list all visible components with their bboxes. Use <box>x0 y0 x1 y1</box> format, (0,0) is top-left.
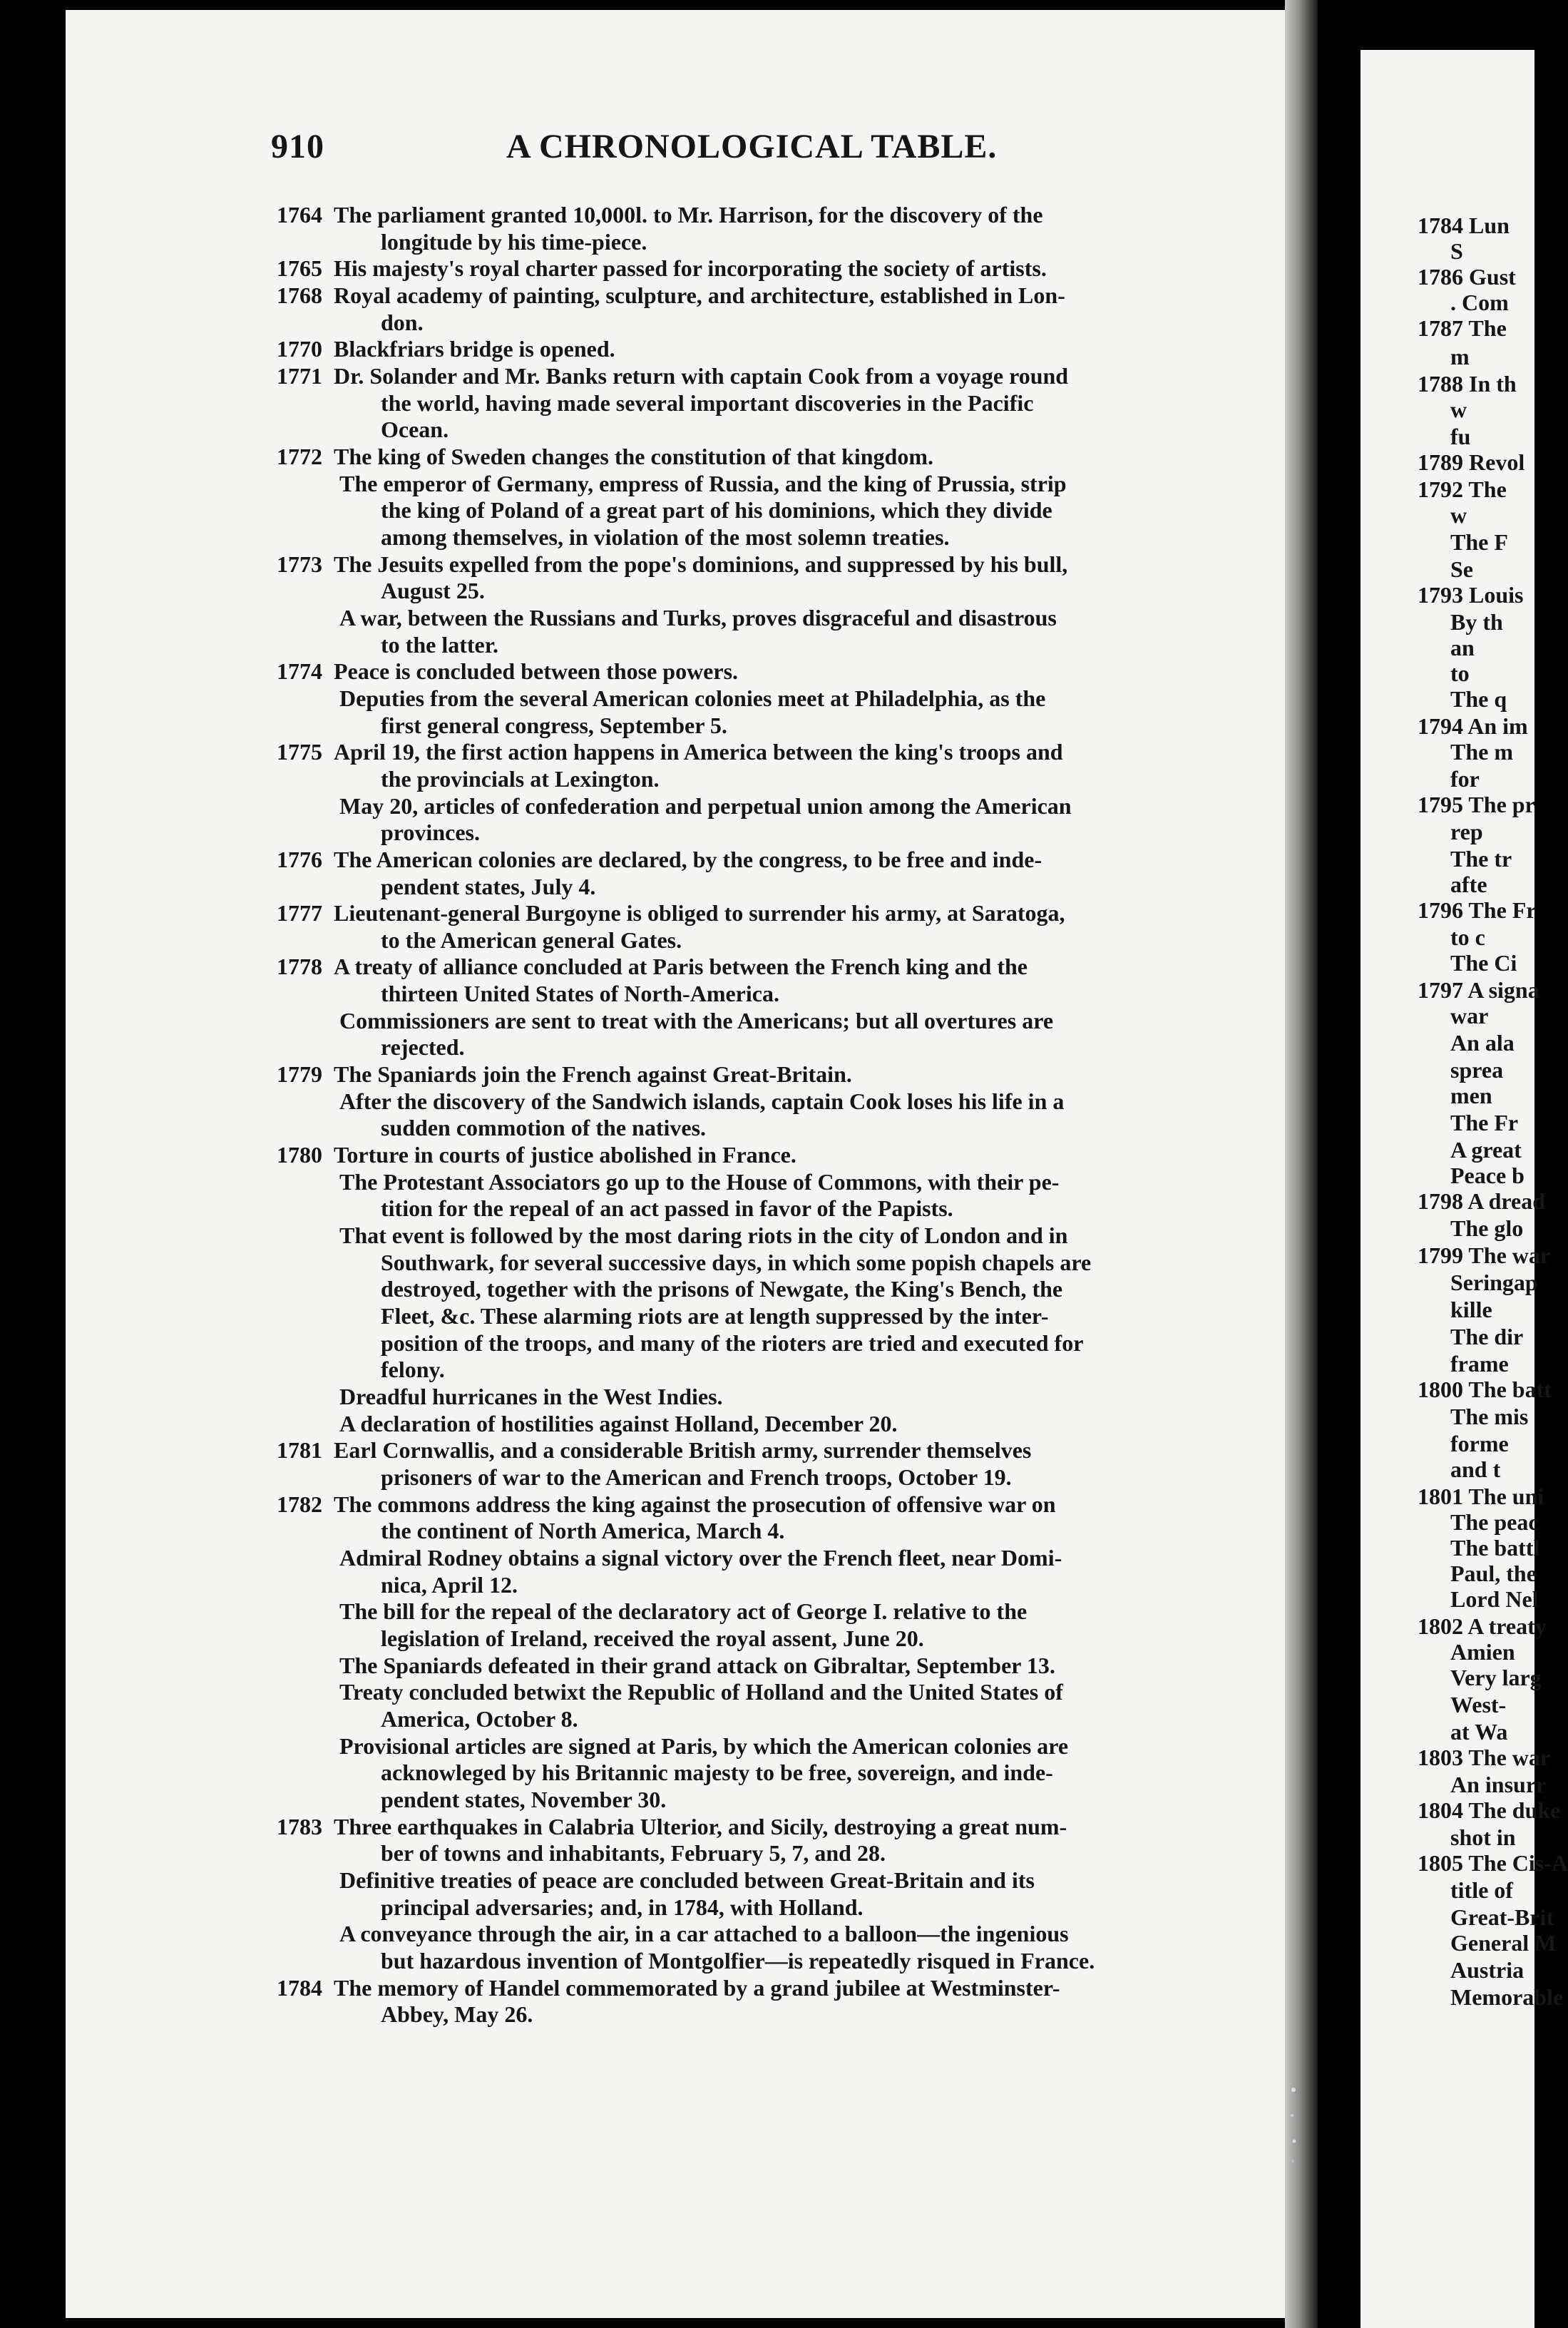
entry-line <box>381 1625 924 1652</box>
fragment-line: title of <box>1450 1877 1513 1903</box>
fragment-line: at Wa <box>1450 1719 1508 1745</box>
fragment-line: Amien <box>1450 1639 1515 1665</box>
fragment-line: 1804 The duke <box>1418 1797 1561 1823</box>
entry-line <box>381 1759 1053 1786</box>
fragment-line: The glo <box>1450 1215 1524 1241</box>
entry-line <box>339 1544 1062 1571</box>
entry-text: Earl Cornwallis, and a considerable British army, surrender themselves <box>334 1437 1032 1463</box>
entry-text: The memory of Handel commemorated by a grand jubilee at Westminster- <box>334 1975 1060 2001</box>
fragment-line: By th <box>1450 609 1503 635</box>
entry-text: The emperor of Germany, empress of Russia, and the king of Prussia, strip <box>339 471 1067 496</box>
entry-text: pendent states, July 4. <box>381 874 596 899</box>
fragment-line: men <box>1450 1083 1492 1108</box>
entry-line-dated <box>277 1491 1056 1518</box>
entry-text: the continent of North America, March 4. <box>381 1518 785 1543</box>
entry-text: The commons address the king against the prosecution of offensive war on <box>334 1491 1056 1517</box>
fragment-line: The mis <box>1450 1404 1529 1429</box>
fragment-line: to c <box>1450 924 1485 950</box>
entry-line-dated <box>277 1974 1060 2001</box>
entry-text: rejected. <box>381 1034 465 1060</box>
fragment-line: Peace b <box>1450 1163 1525 1188</box>
entry-text: After the discovery of the Sandwich islands, captain Cook loses his life in a <box>339 1088 1065 1114</box>
entry-line <box>381 1114 706 1141</box>
entry-text: Fleet, &c. These alarming riots are at length suppressed by the inter- <box>381 1303 1049 1329</box>
entry-line-dated <box>277 362 1068 389</box>
fragment-line: Austria <box>1450 1957 1525 1983</box>
entry-text: Commissioners are sent to treat with the Americans; but all overtures are <box>339 1008 1054 1033</box>
running-title: A CHRONOLOGICAL TABLE. <box>506 128 998 165</box>
entry-text: felony. <box>381 1357 445 1382</box>
entry-text: tition for the repeal of an act passed in favor of the Papists. <box>381 1195 953 1221</box>
entry-text: ber of towns and inhabitants, February 5, 7, and 28. <box>381 1840 886 1866</box>
fragment-line: General M <box>1450 1930 1557 1956</box>
entry-text: Peace is concluded between those powers. <box>334 658 739 684</box>
fragment-line: A great <box>1450 1137 1522 1163</box>
entry-text: destroyed, together with the prisons of Newgate, the King's Bench, the <box>381 1276 1063 1302</box>
entry-text: to the American general Gates. <box>381 927 682 953</box>
entry-line <box>339 1007 1053 1034</box>
fragment-line: 1800 The batt <box>1418 1377 1552 1402</box>
fragment-line: Very larg <box>1450 1665 1542 1690</box>
entry-line <box>381 1275 1062 1302</box>
fragment-line: war <box>1450 1003 1489 1028</box>
fragment-line: to <box>1450 660 1470 686</box>
entry-text: Torture in courts of justice abolished in France. <box>334 1142 796 1168</box>
entry-line <box>381 712 727 739</box>
entry-text: position of the troops, and many of the rioters are tried and executed for <box>381 1330 1084 1356</box>
entry-year: 1776 <box>277 847 322 872</box>
entry-year: 1772 <box>277 444 322 469</box>
entry-text: Abbey, May 26. <box>381 2001 533 2027</box>
fragment-line: 1795 The pr <box>1418 792 1535 817</box>
entry-line-dated <box>277 201 1043 228</box>
entry-text: Provisional articles are signed at Paris, by which the American colonies are <box>339 1733 1069 1759</box>
entry-year: 1781 <box>277 1437 322 1463</box>
entry-line <box>381 1302 1049 1329</box>
entry-line <box>381 1329 1083 1357</box>
fragment-line: 1792 The <box>1418 476 1507 502</box>
entry-line <box>381 524 950 551</box>
fragment-line: shot in <box>1450 1824 1516 1850</box>
entry-line-dated <box>277 899 1065 926</box>
fragment-line: Se <box>1450 556 1473 582</box>
entry-line-dated <box>277 1061 852 1088</box>
entry-line-dated <box>277 335 615 362</box>
entry-year: 1783 <box>277 1814 322 1839</box>
fragment-line: 1803 The war <box>1418 1745 1551 1770</box>
fragment-line: 1798 A dread <box>1418 1188 1545 1214</box>
entry-line-dated <box>277 443 933 470</box>
entry-text: longitude by his time-piece. <box>381 229 647 255</box>
entry-text: nica, April 12. <box>381 1572 518 1598</box>
entry-line <box>381 1786 666 1813</box>
entry-text: August 25. <box>381 578 485 603</box>
entry-year: 1775 <box>277 739 322 765</box>
entry-line-dated <box>277 738 1063 765</box>
entry-line <box>339 1867 1035 1894</box>
entry-line <box>381 1947 1095 1974</box>
entry-text: the world, having made several important discoveries in the Pacific <box>381 390 1034 416</box>
fragment-line: S <box>1450 238 1463 264</box>
entry-text: That event is followed by the most daring riots in the city of London and in <box>339 1222 1068 1248</box>
entry-line <box>339 1920 1069 1947</box>
fragment-line: 1784 Lun <box>1418 213 1510 238</box>
entry-year: 1774 <box>277 658 322 684</box>
entry-text: principal adversaries; and, in 1784, with Holland. <box>381 1894 864 1920</box>
entry-line <box>381 1033 465 1061</box>
fragment-line: w <box>1450 502 1467 528</box>
fragment-line: sprea <box>1450 1057 1504 1083</box>
entry-text: among themselves, in violation of the most solemn treaties. <box>381 524 950 550</box>
entry-line-dated <box>277 282 1065 309</box>
entry-line <box>381 873 595 900</box>
fragment-line: kille <box>1450 1297 1492 1322</box>
entry-text: Dreadful hurricanes in the West Indies. <box>339 1384 723 1409</box>
entry-text: Blackfriars bridge is opened. <box>334 336 615 362</box>
entry-line <box>381 1195 953 1222</box>
entry-text: Southwark, for several successive days, in which some popish chapels are <box>381 1250 1092 1275</box>
entry-line <box>339 1732 1068 1760</box>
entry-year: 1777 <box>277 900 322 926</box>
entry-text: but hazardous invention of Montgolfier—is repeatedly risqued in France. <box>381 1948 1095 1974</box>
entry-text: Treaty concluded betwixt the Republic of Holland and the United States of <box>339 1679 1063 1705</box>
entry-line <box>339 1168 1059 1195</box>
entry-text: The parliament granted 10,000l. to Mr. Harrison, for the discovery of the <box>334 202 1043 228</box>
fragment-line: West- <box>1450 1692 1507 1717</box>
fragment-line: 1788 In th <box>1418 371 1517 397</box>
entry-text: Three earthquakes in Calabria Ulterior, and Sicily, destroying a great num- <box>334 1814 1067 1839</box>
entry-text: The Spaniards join the French against Great-Britain. <box>334 1061 852 1087</box>
entry-text: Royal academy of painting, sculpture, and architecture, established in Lon- <box>334 282 1065 308</box>
entry-line <box>339 604 1057 631</box>
fragment-line: Paul, the <box>1450 1561 1537 1586</box>
fragment-line: Seringap <box>1450 1270 1538 1295</box>
fragment-line: for <box>1450 766 1480 792</box>
fragment-line: fu <box>1450 424 1471 449</box>
entry-line-dated <box>277 551 1067 578</box>
entry-line <box>381 1249 1091 1276</box>
entry-text: The Jesuits expelled from the pope's dominions, and suppressed by his bull, <box>334 551 1068 577</box>
entry-year: 1779 <box>277 1061 322 1087</box>
entry-text: Definitive treaties of peace are concluded between Great-Britain and its <box>339 1867 1035 1893</box>
entry-year: 1782 <box>277 1491 322 1517</box>
entry-text: The king of Sweden changes the constitution of that kingdom. <box>334 444 933 469</box>
fragment-line: The tr <box>1450 846 1512 872</box>
fragment-line: Lord Nel <box>1450 1586 1539 1612</box>
entry-line <box>381 577 485 604</box>
entry-line <box>381 765 660 792</box>
fragment-line: 1787 The <box>1418 315 1507 341</box>
entry-line <box>381 2001 533 2028</box>
entry-line <box>381 1517 784 1544</box>
entry-text: Dr. Solander and Mr. Banks return with captain Cook from a voyage round <box>334 363 1069 389</box>
book-gutter <box>1285 0 1318 2328</box>
entry-year: 1764 <box>277 202 322 228</box>
entry-text: to the latter. <box>381 632 498 658</box>
fragment-line: Memorable <box>1450 1984 1564 2010</box>
fragment-line: The battl <box>1450 1535 1540 1561</box>
fragment-line: The q <box>1450 686 1507 712</box>
entry-line <box>339 1652 1055 1679</box>
entry-text: the king of Poland of a great part of his dominions, which they divide <box>381 497 1052 523</box>
entry-line-dated <box>277 658 738 685</box>
entry-text: The bill for the repeal of the declaratory act of George I. relative to the <box>339 1598 1028 1624</box>
entry-line <box>339 1383 723 1410</box>
entry-line-dated <box>277 1813 1067 1840</box>
entry-line <box>381 228 647 255</box>
fragment-line: 1789 Revol <box>1418 449 1525 475</box>
entry-year: 1765 <box>277 255 322 281</box>
entry-line <box>381 1356 445 1383</box>
entry-line <box>339 470 1067 497</box>
fragment-line: An ala <box>1450 1030 1515 1056</box>
fragment-line: . Com <box>1450 290 1509 315</box>
entry-text: provinces. <box>381 820 480 845</box>
entry-text: The Spaniards defeated in their grand attack on Gibraltar, September 13. <box>339 1653 1055 1678</box>
fragment-line: 1797 A signa <box>1418 977 1539 1003</box>
entry-line-dated <box>277 953 1028 980</box>
entry-text: Lieutenant-general Burgoyne is obliged to surrender his army, at Saratoga, <box>334 900 1065 926</box>
fragment-line: afte <box>1450 872 1487 897</box>
entry-text: Deputies from the several American colonies meet at Philadelphia, as the <box>339 685 1046 711</box>
entry-line <box>381 389 1033 417</box>
entry-text: The American colonies are declared, by the congress, to be free and inde- <box>334 847 1042 872</box>
entry-text: thirteen United States of North-America. <box>381 981 779 1006</box>
entry-line <box>381 1839 886 1867</box>
entry-text: A declaration of hostilities against Holland, December 20. <box>339 1411 898 1436</box>
entry-line-dated <box>277 1436 1031 1464</box>
fragment-line: The Ci <box>1450 950 1517 976</box>
entry-year: 1770 <box>277 336 322 362</box>
entry-line <box>381 631 498 658</box>
entry-line <box>381 1464 1012 1491</box>
entry-text: A treaty of alliance concluded at Paris between the French king and the <box>334 954 1028 979</box>
entry-line <box>381 416 449 443</box>
entry-line-dated <box>277 255 1047 282</box>
fragment-line: rep <box>1450 819 1483 844</box>
page-number: 910 <box>271 128 324 165</box>
entry-text: May 20, articles of confederation and perpetual union among the American <box>339 793 1072 819</box>
entry-text: sudden commotion of the natives. <box>381 1115 707 1140</box>
fragment-line: The m <box>1450 739 1513 765</box>
entry-line <box>381 926 682 954</box>
fragment-line: and t <box>1450 1456 1501 1482</box>
entry-text: April 19, the first action happens in America between the king's troops and <box>334 739 1063 765</box>
entry-year: 1773 <box>277 551 322 577</box>
entry-text: the provincials at Lexington. <box>381 766 660 792</box>
fragment-line: 1801 The uni <box>1418 1484 1544 1509</box>
entry-text: A conveyance through the air, in a car attached to a balloon—the ingenious <box>339 1921 1069 1946</box>
fragment-line: 1802 A treaty <box>1418 1613 1547 1639</box>
entry-year: 1768 <box>277 282 322 308</box>
fragment-line: 1794 An im <box>1418 713 1528 739</box>
fragment-line: 1805 The Cis-A <box>1418 1850 1568 1876</box>
entry-text: acknowleged by his Britannic majesty to be free, sovereign, and inde- <box>381 1760 1053 1785</box>
fragment-line: Great-Brit <box>1450 1904 1554 1930</box>
fragment-line: 1796 The Fr <box>1418 897 1537 923</box>
fragment-line: frame <box>1450 1351 1509 1377</box>
entry-text: Ocean. <box>381 417 449 442</box>
fragment-line: an <box>1450 635 1475 660</box>
fragment-line: The Fr <box>1450 1110 1519 1135</box>
entry-text: first general congress, September 5. <box>381 713 727 738</box>
entry-text: His majesty's royal charter passed for incorporating the society of artists. <box>334 255 1047 281</box>
fragment-line: An insurr <box>1450 1772 1547 1797</box>
fragment-line: 1793 Louis <box>1418 582 1524 608</box>
entry-line <box>381 1705 578 1732</box>
entry-text: A war, between the Russians and Turks, proves disgraceful and disastrous <box>339 605 1057 630</box>
entry-line <box>339 1598 1027 1625</box>
fragment-line: The F <box>1450 529 1508 555</box>
entry-line <box>339 685 1045 712</box>
entry-text: don. <box>381 310 424 335</box>
fragment-line: m <box>1450 344 1470 369</box>
entry-line <box>381 1571 518 1598</box>
entry-text: legislation of Ireland, received the royal assent, June 20. <box>381 1625 924 1651</box>
fragment-line: The peac <box>1450 1509 1539 1535</box>
entry-year: 1778 <box>277 954 322 979</box>
entry-text: prisoners of war to the American and French troops, October 19. <box>381 1464 1012 1490</box>
entry-text: pendent states, November 30. <box>381 1787 667 1812</box>
entry-text: Admiral Rodney obtains a signal victory over the French fleet, near Domi- <box>339 1545 1062 1571</box>
entry-year: 1771 <box>277 363 322 389</box>
entry-line <box>381 1894 864 1921</box>
entry-line <box>381 980 779 1007</box>
entry-line <box>339 1222 1067 1249</box>
binding-specks <box>1289 2083 1298 2168</box>
fragment-line: 1799 The war <box>1418 1242 1551 1268</box>
entry-text: America, October 8. <box>381 1706 578 1732</box>
entry-line <box>339 1410 897 1437</box>
entry-text: The Protestant Associators go up to the House of Commons, with their pe- <box>339 1169 1060 1195</box>
fragment-line: 1786 Gust <box>1418 264 1516 290</box>
entry-line <box>381 496 1052 524</box>
entry-line <box>381 819 480 846</box>
entry-line <box>339 1678 1063 1705</box>
entry-line <box>339 792 1072 820</box>
fragment-line: The dir <box>1450 1324 1524 1349</box>
entry-line-dated <box>277 846 1042 873</box>
entry-line-dated <box>277 1141 796 1168</box>
fragment-line: forme <box>1450 1431 1509 1456</box>
entry-line <box>339 1088 1064 1115</box>
entry-line <box>381 309 424 336</box>
entry-year: 1784 <box>277 1975 322 2001</box>
entry-year: 1780 <box>277 1142 322 1168</box>
fragment-line: w <box>1450 397 1467 422</box>
